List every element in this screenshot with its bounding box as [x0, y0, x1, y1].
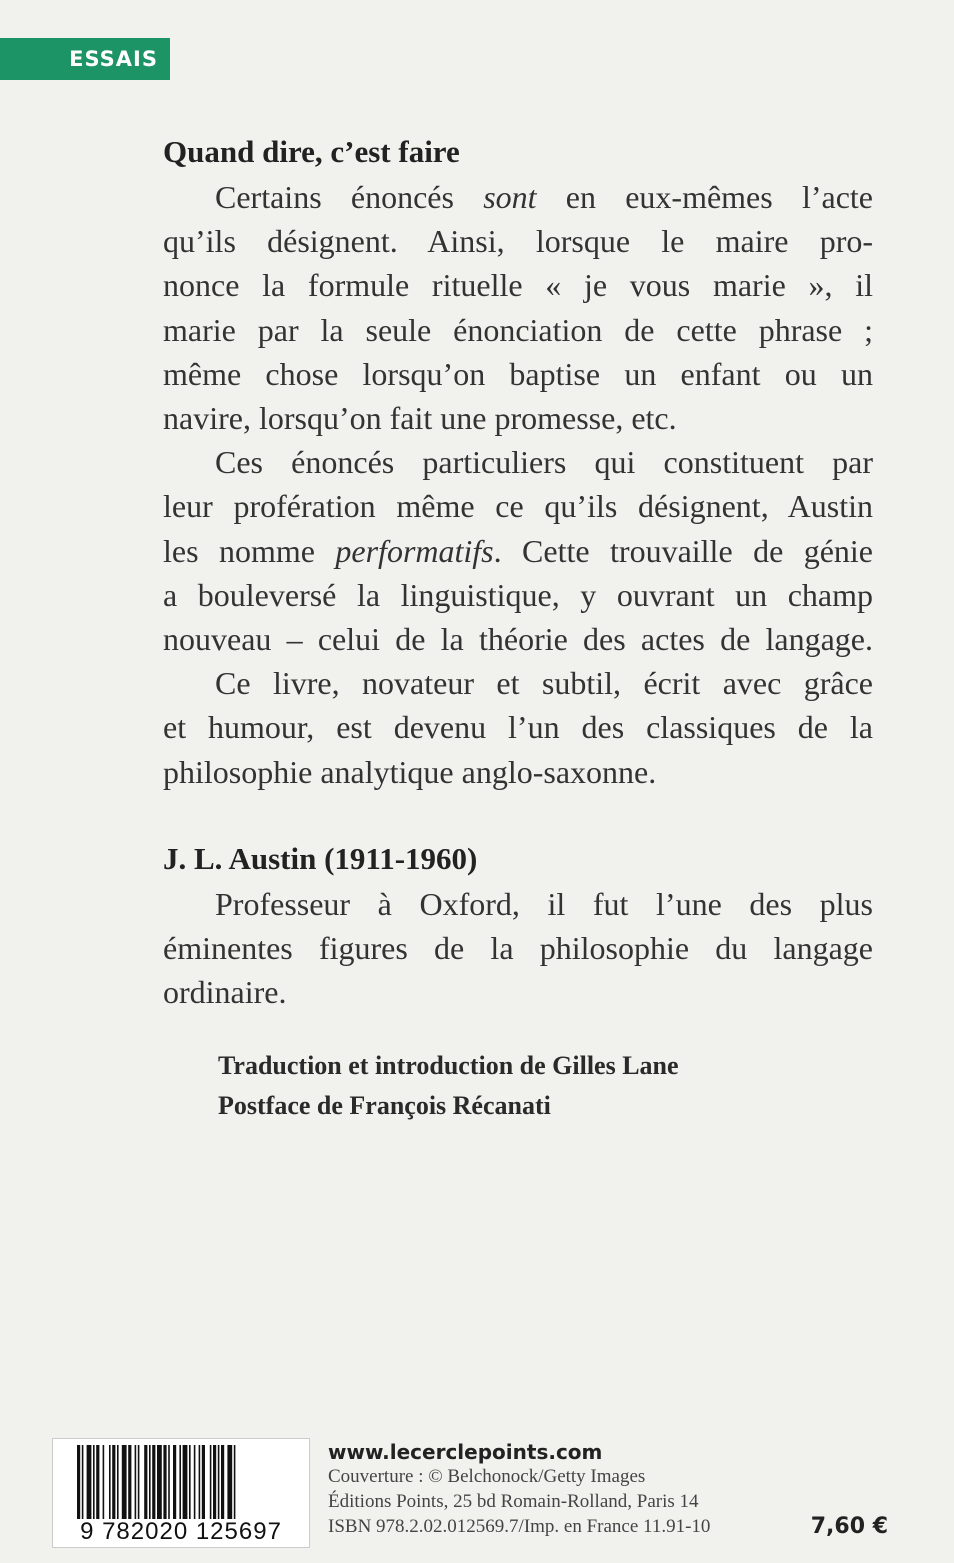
blurb-line: Ces énoncés particuliers qui constituent par: [215, 444, 873, 481]
blurb-line: navire, lorsqu’on fait une promesse, etc.: [163, 400, 677, 437]
barcode-bar: [173, 1445, 176, 1519]
translation-credit: Traduction et introduction de Gilles Lane: [218, 1051, 679, 1080]
author-section: [163, 840, 873, 1015]
blurb-line: les nomme performatifs. Cette trouvaille de génie: [163, 532, 873, 569]
barcode-bar: [135, 1445, 137, 1519]
blurb-line: et humour, est devenu l’un des classiques de la: [163, 709, 873, 746]
barcode-bar: [168, 1445, 170, 1519]
blurb-section: [163, 133, 873, 794]
blurb-line: même chose lorsqu’on baptise un enfant ou un: [163, 355, 873, 392]
credits: [218, 1046, 838, 1126]
barcode-bar: [183, 1445, 188, 1519]
barcode-bar: [163, 1445, 166, 1519]
isbn-line: ISBN 978.2.02.012569.7/Imp. en France 11.91-10: [328, 1516, 711, 1537]
barcode-bar: [93, 1445, 95, 1519]
barcode-bar: [138, 1445, 140, 1519]
author-bio-line: Professeur à Oxford, il fut l’une des plus: [215, 886, 873, 922]
publisher-website[interactable]: www.lecerclepoints.com: [328, 1440, 603, 1464]
barcode-bar: [144, 1445, 147, 1519]
blurb-line: philosophie analytique anglo-saxonne.: [163, 753, 657, 790]
barcode-bar: [77, 1445, 80, 1519]
collection-label: ESSAIS: [0, 38, 170, 80]
barcode-bar: [103, 1445, 105, 1519]
blurb-line: a bouleversé la linguistique, y ouvrant un champ: [163, 576, 873, 613]
price: 7,60 €: [810, 1514, 888, 1539]
cover-credit: Couverture : © Belchonock/Getty Images: [328, 1466, 646, 1487]
barcode-bar: [218, 1445, 220, 1519]
author-bio: [163, 882, 873, 1015]
isbn-barcode: [52, 1438, 310, 1548]
blurb-paragraph-1: [163, 175, 873, 440]
barcode-bar: [157, 1445, 162, 1519]
blurb-line: qu’ils désignent. Ainsi, lorsque le maire pro-: [163, 223, 873, 260]
barcode-bar: [227, 1445, 232, 1519]
blurb-paragraph-3: [163, 661, 873, 794]
barcode-bar: [128, 1445, 131, 1519]
barcode-bar: [149, 1445, 151, 1519]
barcode-bar: [189, 1445, 191, 1519]
blurb-line: nonce la formule rituelle « je vous marie », il: [163, 267, 873, 304]
barcode-bar: [96, 1445, 99, 1519]
barcode-bar: [202, 1445, 205, 1519]
blurb-line: leur profération même ce qu’ils désignent, Austin: [163, 488, 873, 525]
barcode-bar: [117, 1445, 119, 1519]
barcode-bar: [82, 1445, 84, 1519]
blurb-line: Ce livre, novateur et subtil, écrit avec grâce: [215, 665, 873, 702]
publisher-address: Éditions Points, 25 bd Romain-Rolland, Paris 14: [328, 1491, 699, 1512]
publisher-info: [328, 1440, 798, 1539]
author-heading: J. L. Austin (1911-1960): [163, 841, 478, 876]
barcode-bar: [109, 1445, 111, 1519]
blurb-line: nouveau – celui de la théorie des actes de langage.: [163, 621, 873, 658]
barcode-digits: 9 782020 125697: [53, 1519, 309, 1545]
author-bio-line: éminentes figures de la philosophie du langage: [163, 930, 873, 967]
barcode-bar: [199, 1445, 201, 1519]
author-bio-line: ordinaire.: [163, 974, 287, 1011]
barcode-bar: [210, 1445, 212, 1519]
postface-credit: Postface de François Récanati: [218, 1091, 551, 1120]
barcode-bar: [112, 1445, 115, 1519]
blurb-title: Quand dire, c’est faire: [163, 134, 460, 169]
barcode-bar: [179, 1445, 181, 1519]
barcode-bar: [152, 1445, 155, 1519]
barcode-bar: [221, 1445, 224, 1519]
barcode-bar: [234, 1445, 236, 1519]
barcode-bar: [194, 1445, 196, 1519]
blurb-line: Certains énoncés sont en eux-mêmes l’acte: [215, 179, 874, 215]
barcode-bar: [122, 1445, 127, 1519]
blurb-paragraph-2: [163, 440, 873, 661]
barcode-bar: [213, 1445, 216, 1519]
barcode-bar: [87, 1445, 92, 1519]
blurb-line: marie par la seule énonciation de cette phrase ;: [163, 311, 873, 348]
